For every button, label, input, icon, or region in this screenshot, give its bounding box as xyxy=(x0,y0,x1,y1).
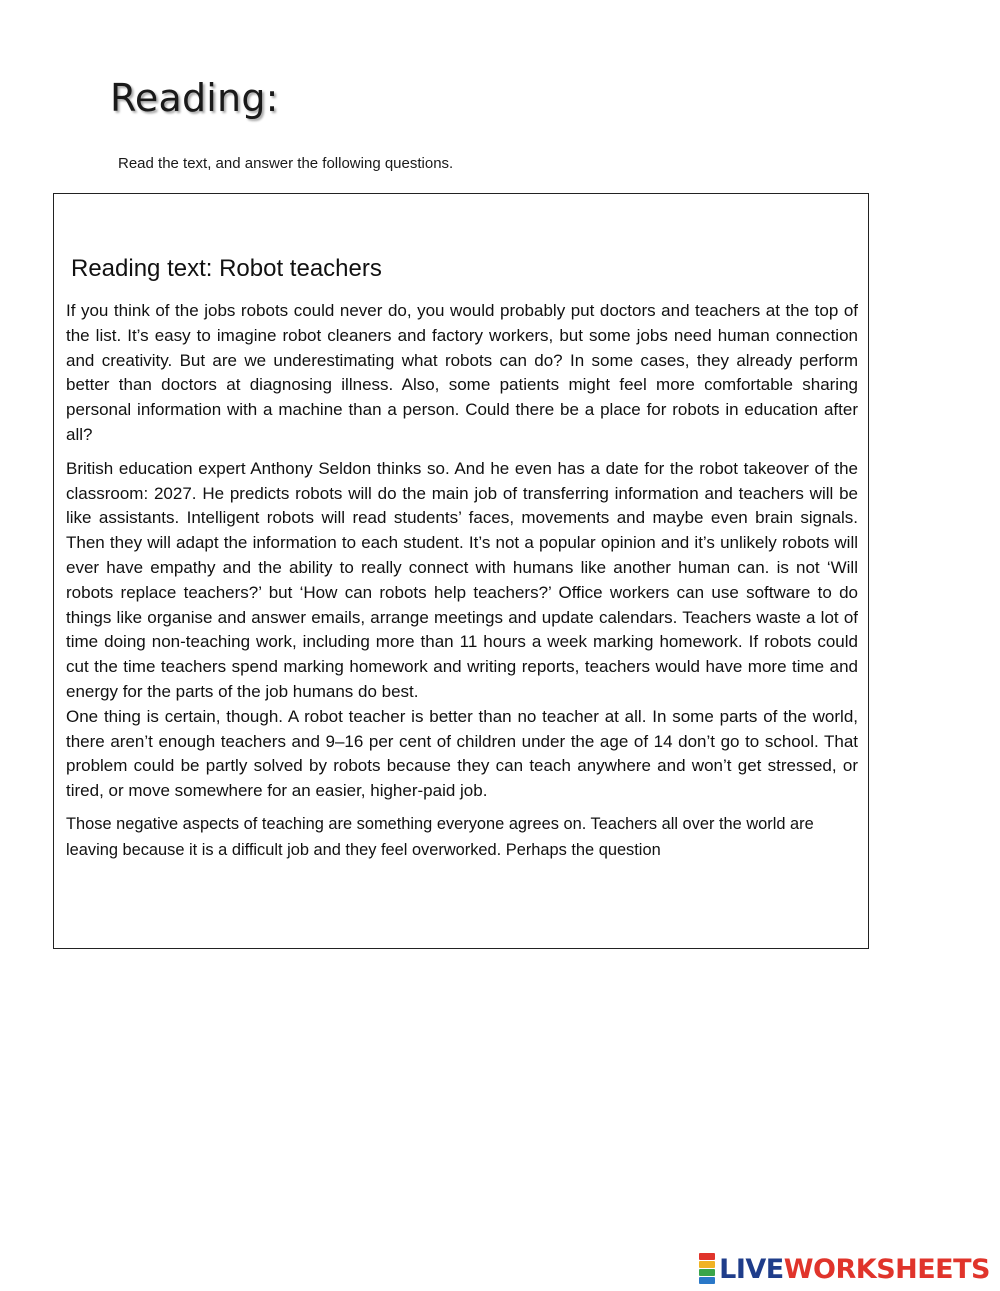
paragraph-3: One thing is certain, though. A robot teacher is better than no teacher at all. In some parts of the world, there aren’t enough teachers and 9–16 per cent of children under the age of 14 don’t go to school. That problem could be partly solved by robots because they can teach anywhere and won’t get stressed, or tired, or move somewhere for an easier, higher-paid job. xyxy=(66,706,858,801)
logo-mark-block xyxy=(699,1269,715,1276)
paragraph-1: If you think of the jobs robots could never do, you would probably put doctors and teachers at the top of the list. It’s easy to imagine robot cleaners and factory workers, but some jobs need human connection and creativity. But are we underestimating what robots can do? In some cases, they already perform better than doctors at diagnosing illness. Also, some patients might feel more comfortable sharing personal information with a machine than a person. Could there be a place for robots in education after all? xyxy=(66,301,858,444)
logo-mark-block xyxy=(699,1277,715,1284)
instruction-text: Read the text, and answer the following questions. xyxy=(118,155,454,172)
paragraph-4: Those negative aspects of teaching are something everyone agrees on. Teachers all over the world are leaving because it is a difficult job and they feel overworked. Perhaps the question xyxy=(66,814,814,860)
logo-mark-block xyxy=(699,1261,715,1268)
reading-text-box xyxy=(53,193,869,949)
liveworksheets-logo[interactable] xyxy=(699,1253,990,1285)
page-heading: Reading: xyxy=(110,76,279,120)
logo-mark-block xyxy=(699,1253,715,1260)
paragraph-2: British education expert Anthony Seldon thinks so. And he even has a date for the robot takeover of the classroom: 2027. He predicts robots will do the main job of transferring information and teachers will be like assistants. Intelligent robots will read students’ faces, movements and maybe even brain signals. Then they will adapt the information to each student. It’s not a popular opinion and it’s unlikely robots will ever have empathy and the ability to really connect with humans like another human can. is not ‘Will robots replace teachers?’ but ‘How can robots help teachers?’ Office workers can use software to do things like organise and answer emails, arrange meetings and update calendars. Teachers waste a lot of time doing non-teaching work, including more than 11 hours a week marking homework. If robots could cut the time teachers spend marking homework and writing reports, teachers would have more time and energy for the parts of the job humans do best. xyxy=(66,458,858,701)
reading-body xyxy=(66,299,858,864)
logo-word-live: LIVE xyxy=(719,1253,784,1285)
liveworksheets-logo-text xyxy=(719,1254,990,1285)
reading-title: Reading text: Robot teachers xyxy=(71,255,382,282)
logo-word-worksheets: WORKSHEETS xyxy=(783,1253,990,1285)
liveworksheets-logo-icon xyxy=(699,1253,715,1285)
